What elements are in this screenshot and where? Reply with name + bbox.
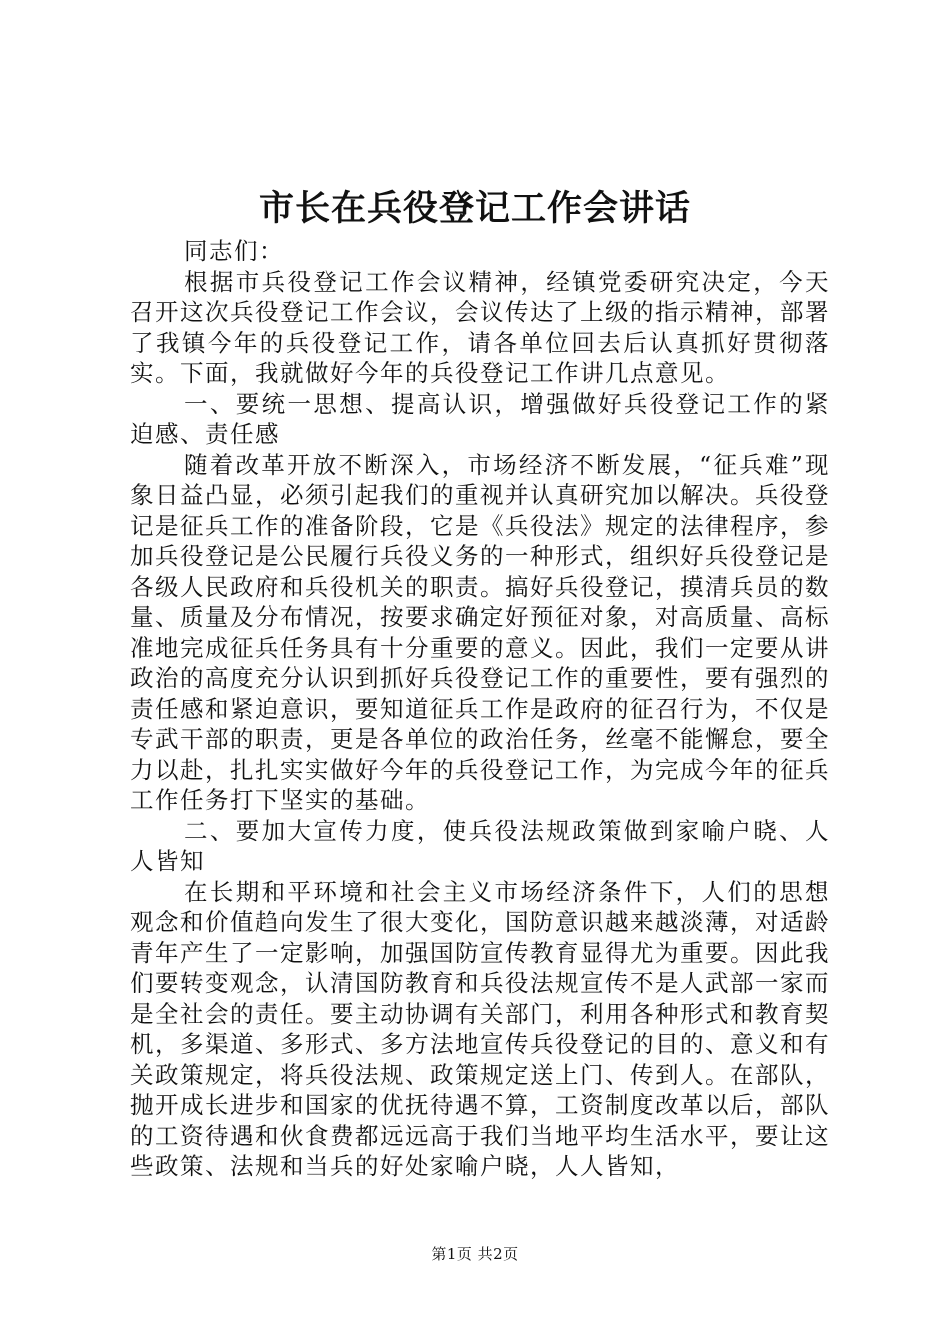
section-1-paragraph: 随着改革开放不断深入，市场经济不断发展，“征兵难”现象日益凸显，必须引起我们的重视并认真研究加以解决。兵役登记是征兵工作的准备阶段，它是《兵役法》规定的法律程序，参加兵役登记是公民履行兵役义务的一种形式，组织好兵役登记是各级人民政府和兵役机关的职责。搞好兵役登记，摸清兵员的数量、质量及分布情况，按要求确定好预征对象，对高质量、高标准地完成征兵任务具有十分重要的意义。因此，我们一定要从讲政治的高度充分认识到抓好兵役登记工作的重要性，要有强烈的责任感和紧迫意识，要知道征兵工作是政府的征召行为，不仅是专武干部的职责，更是各单位的政治任务，丝毫不能懈怠，要全力以赴，扎扎实实做好今年的兵役登记工作，为完成今年的征兵工作任务打下坚实的基础。 <box>130 450 830 814</box>
section-2-paragraph: 在长期和平环境和社会主义市场经济条件下，人们的思想观念和价值趋向发生了很大变化，国防意识越来越淡薄，对适龄青年产生了一定影响，加强国防宣传教育显得尤为重要。因此我们要转变观念，认清国防教育和兵役法规宣传不是人武部一家而是全社会的责任。要主动协调有关部门，利用各种形式和教育契机，多渠道、多形式、多方法地宣传兵役登记的目的、意义和有关政策规定，将兵役法规、政策规定送上门、传到人。在部队，抛开成长进步和国家的优抚待遇不算，工资制度改革以后，部队的工资待遇和伙食费都远远高于我们当地平均生活水平，要让这些政策、法规和当兵的好处家喻户晓，人人皆知， <box>130 877 830 1180</box>
salutation-paragraph: 同志们： <box>184 237 284 265</box>
page-number-footer: 第1页 共2页 <box>431 1245 519 1263</box>
document-title: 市长在兵役登记工作会讲话 <box>258 188 691 229</box>
section-heading-1: 一、要统一思想、提高认识，增强做好兵役登记工作的紧迫感、责任感 <box>130 389 830 448</box>
document-body <box>130 236 830 1182</box>
intro-paragraph: 根据市兵役登记工作会议精神，经镇党委研究决定，今天召开这次兵役登记工作会议，会议传达了上级的指示精神，部署了我镇今年的兵役登记工作，请各单位回去后认真抓好贯彻落实。下面，我就做好今年的兵役登记工作讲几点意见。 <box>130 267 830 387</box>
section-heading-2: 二、要加大宣传力度，使兵役法规政策做到家喻户晓、人人皆知 <box>130 816 830 875</box>
